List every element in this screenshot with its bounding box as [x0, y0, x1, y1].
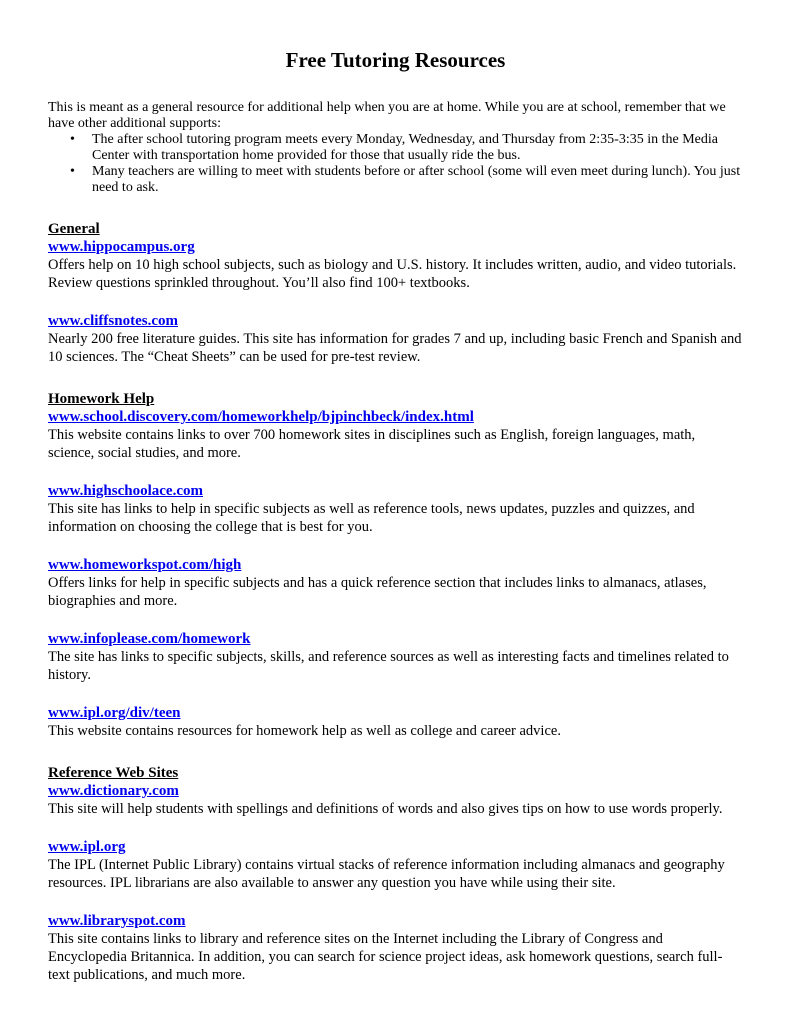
page-title: Free Tutoring Resources: [285, 48, 506, 72]
bullet-icon: •: [70, 164, 75, 179]
resource-entry: [48, 704, 743, 740]
section-homework-help: [48, 390, 743, 740]
resource-entry: [48, 630, 743, 684]
resource-link[interactable]: www.hippocampus.org: [48, 239, 195, 255]
resource-description: This site has links to help in specific subjects as well as reference tools, news updates, puzzles and quizzes, and information on choosing the college that is best for you.: [48, 501, 695, 535]
resource-entry: [48, 556, 743, 610]
resource-entry: [48, 312, 743, 366]
resource-link[interactable]: www.libraryspot.com: [48, 913, 186, 929]
resource-description: The IPL (Internet Public Library) contains virtual stacks of reference information including almanacs and geography resources. IPL librarians are also available to answer any question you have while using their site.: [48, 857, 725, 891]
resource-description: Offers help on 10 high school subjects, such as biology and U.S. history. It includes written, audio, and video tutorials. Review questions sprinkled throughout. You’ll also find 100+ textbooks.: [48, 257, 737, 291]
resource-entry: [48, 782, 743, 818]
resource-description: This website contains links to over 700 homework sites in disciplines such as English, foreign languages, math, science, social studies, and more.: [48, 427, 696, 461]
resource-description: The site has links to specific subjects, skills, and reference sources as well as interesting facts and timelines related to history.: [48, 649, 729, 683]
resource-description: This site contains links to library and reference sites on the Internet including the Library of Congress and Encyclopedia Britannica. In addition, you can search for science project ideas, ask homework questions, search full-text publications, and much more.: [48, 931, 723, 983]
section-heading: Reference Web Sites: [48, 765, 179, 781]
support-list: [48, 132, 743, 196]
resource-description: Offers links for help in specific subjects and has a quick reference section that includes links to almanacs, atlases, biographies and more.: [48, 575, 707, 609]
list-item-text: Many teachers are willing to meet with students before or after school (some will even meet during lunch). You just need to ask.: [92, 164, 741, 195]
resource-description: Nearly 200 free literature guides. This site has information for grades 7 and up, including basic French and Spanish and 10 sciences. The “Cheat Sheets” can be used for pre-test review.: [48, 331, 742, 365]
resource-link[interactable]: www.school.discovery.com/homeworkhelp/bjpinchbeck/index.html: [48, 409, 474, 425]
list-item: [48, 132, 743, 164]
bullet-icon: •: [70, 132, 75, 147]
resource-entry: [48, 912, 743, 984]
list-item: [48, 164, 743, 196]
resource-link[interactable]: www.ipl.org: [48, 839, 126, 855]
resource-link[interactable]: www.highschoolace.com: [48, 483, 203, 499]
resource-entry: [48, 838, 743, 892]
resource-entry: [48, 238, 743, 292]
resource-entry: [48, 408, 743, 462]
resource-description: This site will help students with spellings and definitions of words and also gives tips on how to use words properly.: [48, 801, 723, 817]
section-heading: Homework Help: [48, 391, 155, 407]
resource-link[interactable]: www.homeworkspot.com/high: [48, 557, 242, 573]
resource-link[interactable]: www.infoplease.com/homework: [48, 631, 251, 647]
section-heading: General: [48, 221, 100, 237]
resource-description: This website contains resources for homework help as well as college and career advice.: [48, 723, 561, 739]
resource-entry: [48, 482, 743, 536]
resource-link[interactable]: www.cliffsnotes.com: [48, 313, 178, 329]
intro-paragraph: This is meant as a general resource for additional help when you are at home. While you are at school, remember that we have other additional supports:: [48, 100, 726, 131]
resource-link[interactable]: www.ipl.org/div/teen: [48, 705, 181, 721]
section-general: [48, 220, 743, 366]
section-reference-web-sites: [48, 764, 743, 984]
resource-link[interactable]: www.dictionary.com: [48, 783, 179, 799]
list-item-text: The after school tutoring program meets every Monday, Wednesday, and Thursday from 2:35-3:35 in the Media Center with transportation home provided for those that usually ride the bus.: [92, 132, 718, 163]
